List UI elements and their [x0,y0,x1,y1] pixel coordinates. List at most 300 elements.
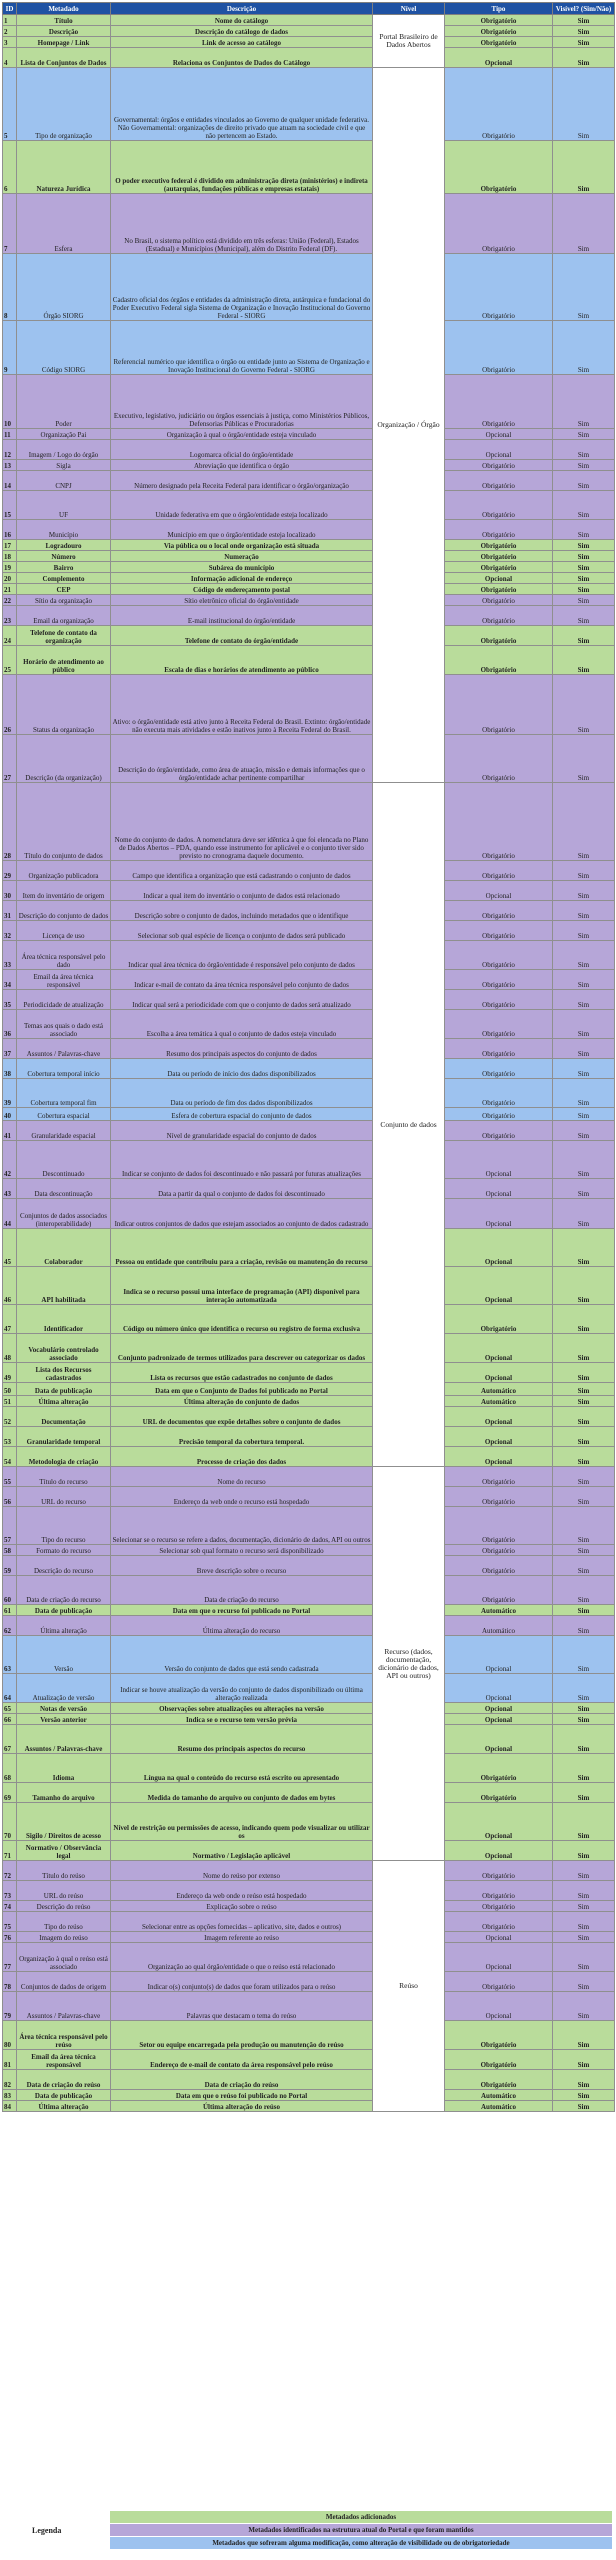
row-id: 44 [3,1199,17,1229]
table-body [3,15,615,2112]
row-id: 26 [3,675,17,735]
table-row [3,1334,615,1363]
row-id: 42 [3,1141,17,1179]
row-id: 35 [3,990,17,1010]
table-row [3,921,615,941]
row-id: 53 [3,1427,17,1447]
row-id: 4 [3,48,17,68]
row-id: 78 [3,1972,17,1992]
row-descricao: Lista os recursos que estão cadastrados no conjunto de dados [111,1363,373,1383]
table-row [3,1079,615,1108]
row-metadado: Esfera [17,194,111,254]
row-tipo: Obrigatório [445,990,553,1010]
row-descricao: Selecionar entre as opções fornecidas – aplicativo, site, dados e outros) [111,1912,373,1932]
row-visivel: Sim [553,1972,615,1992]
table-row [3,1556,615,1576]
row-tipo: Automático [445,2101,553,2112]
row-descricao: Logomarca oficial do órgão/entidade [111,440,373,460]
row-id: 11 [3,429,17,440]
row-descricao: No Brasil, o sistema político está dividido em três esferas: União (Federal), Estados (Estadual) e Municípios (Municipal), além do Distrito Federal (DF). [111,194,373,254]
row-visivel: Sim [553,1179,615,1199]
row-visivel: Sim [553,626,615,646]
row-descricao: Ativo: o órgão/entidade está ativo junto à Receita Federal do Brasil. Extinto: órgão/entidade não executa mais atividades e estão inativos junto à Receita Federal do Brasil. [111,675,373,735]
row-descricao: Código ou número único que identifica o recurso ou registro de forma exclusiva [111,1305,373,1334]
nivel-group: Reúso [373,1861,445,2112]
row-descricao: Nome do recurso [111,1467,373,1487]
row-metadado: Licença de uso [17,921,111,941]
row-id: 73 [3,1881,17,1901]
row-tipo: Obrigatório [445,254,553,321]
row-visivel: Sim [553,1427,615,1447]
table-row [3,1861,615,1881]
row-metadado: Título do recurso [17,1467,111,1487]
row-descricao: Executivo, legislativo, judiciário ou órgãos essenciais à justiça, como Ministérios Públicos, Defensorias Públicas e Procuradorias [111,375,373,429]
row-metadado: Organização publicadora [17,861,111,881]
row-visivel: Sim [553,1199,615,1229]
row-tipo: Obrigatório [445,1305,553,1334]
row-visivel: Sim [553,1407,615,1427]
row-visivel: Sim [553,1229,615,1267]
table-row [3,254,615,321]
table-row [3,1383,615,1396]
row-id: 64 [3,1674,17,1703]
row-id: 33 [3,941,17,970]
row-id: 49 [3,1363,17,1383]
row-metadado: CNPJ [17,471,111,491]
row-descricao: Observações sobre atualizações ou alterações na versão [111,1703,373,1714]
row-metadado: Normativo / Observância legal [17,1841,111,1861]
row-descricao: Nível de restrição ou permissões de acesso, indicando quem pode visualizar ou utilizar os [111,1803,373,1841]
row-tipo: Opcional [445,1674,553,1703]
row-metadado: Notas de versão [17,1703,111,1714]
row-tipo: Obrigatório [445,520,553,540]
row-visivel: Sim [553,1636,615,1674]
row-tipo: Obrigatório [445,1079,553,1108]
row-id: 71 [3,1841,17,1861]
table-row [3,68,615,141]
row-descricao: Selecionar sob qual espécie de licença o conjunto de dados será publicado [111,921,373,941]
row-metadado: Cobertura temporal início [17,1059,111,1079]
row-id: 14 [3,471,17,491]
row-tipo: Opcional [445,1992,553,2021]
row-metadado: Última alteração [17,2101,111,2112]
row-descricao: Data ou período de início dos dados disponibilizados [111,1059,373,1079]
row-descricao: Setor ou equipe encarregada pela produção ou manutenção do reúso [111,2021,373,2050]
row-metadado: Descrição (da organização) [17,735,111,783]
row-visivel: Sim [553,1059,615,1079]
row-tipo: Opcional [445,573,553,584]
table-row [3,1545,615,1556]
row-metadado: Última alteração [17,1396,111,1407]
nivel-group: Recurso (dados, documentação, dicionário de dados, API ou outros) [373,1467,445,1861]
row-metadado: Organização Pai [17,429,111,440]
row-visivel: Sim [553,1901,615,1912]
row-tipo: Automático [445,2090,553,2101]
row-visivel: Sim [553,1556,615,1576]
row-descricao: Sítio eletrônico oficial do órgão/entidade [111,595,373,606]
table-row [3,970,615,990]
row-visivel: Sim [553,584,615,595]
table-row [3,1108,615,1121]
row-tipo: Obrigatório [445,1783,553,1803]
row-visivel: Sim [553,1992,615,2021]
row-tipo: Obrigatório [445,471,553,491]
row-id: 31 [3,901,17,921]
row-tipo: Obrigatório [445,595,553,606]
table-row [3,37,615,48]
table-row [3,15,615,26]
row-tipo: Obrigatório [445,1507,553,1545]
table-row [3,1605,615,1616]
row-metadado: Município [17,520,111,540]
row-visivel: Sim [553,1447,615,1467]
row-descricao: Descrição do catálogo de dados [111,26,373,37]
table-row [3,1407,615,1427]
row-id: 46 [3,1267,17,1305]
row-id: 19 [3,562,17,573]
row-descricao: Última alteração do recurso [111,1616,373,1636]
row-metadado: Sigilo / Direitos de acesso [17,1803,111,1841]
row-visivel: Sim [553,2101,615,2112]
row-tipo: Opcional [445,429,553,440]
row-descricao: Campo que identifica a organização que está cadastrando o conjunto de dados [111,861,373,881]
row-tipo: Obrigatório [445,551,553,562]
row-descricao: Processo de criação dos dados [111,1447,373,1467]
row-metadado: UF [17,491,111,520]
row-tipo: Obrigatório [445,735,553,783]
row-metadado: Formato do recurso [17,1545,111,1556]
table-row [3,1267,615,1305]
row-visivel: Sim [553,1725,615,1754]
row-metadado: Título do reúso [17,1861,111,1881]
row-tipo: Opcional [445,1427,553,1447]
row-descricao: Link de acesso ao catálogo [111,37,373,48]
row-descricao: Indicar se conjunto de dados foi descontinuado e não passará por futuras atualizações [111,1141,373,1179]
table-row [3,783,615,861]
row-metadado: Documentação [17,1407,111,1427]
table-row [3,626,615,646]
table-row [3,1010,615,1039]
row-metadado: Status da organização [17,675,111,735]
row-metadado: Descontinuado [17,1141,111,1179]
row-id: 63 [3,1636,17,1674]
row-id: 45 [3,1229,17,1267]
row-tipo: Obrigatório [445,68,553,141]
table-row [3,321,615,375]
row-visivel: Sim [553,901,615,921]
row-id: 37 [3,1039,17,1059]
row-visivel: Sim [553,1267,615,1305]
row-metadado: Título do conjunto de dados [17,783,111,861]
table-row [3,1396,615,1407]
table-row [3,1447,615,1467]
table-row [3,990,615,1010]
table-row [3,141,615,194]
row-metadado: Homepage / Link [17,37,111,48]
row-visivel: Sim [553,440,615,460]
row-metadado: Lista de Conjuntos de Dados [17,48,111,68]
row-tipo: Opcional [445,1841,553,1861]
row-id: 16 [3,520,17,540]
row-metadado: Bairro [17,562,111,573]
row-tipo: Opcional [445,1703,553,1714]
table-row [3,48,615,68]
table-row [3,375,615,429]
row-descricao: Explicação sobre o reúso [111,1901,373,1912]
row-tipo: Opcional [445,1363,553,1383]
row-id: 6 [3,141,17,194]
row-descricao: Precisão temporal da cobertura temporal. [111,1427,373,1447]
row-metadado: Metodologia de criação [17,1447,111,1467]
row-tipo: Obrigatório [445,606,553,626]
row-tipo: Opcional [445,1229,553,1267]
row-metadado: Descrição do recurso [17,1556,111,1576]
row-metadado: Código SIORG [17,321,111,375]
table-row [3,675,615,735]
row-metadado: Natureza Jurídica [17,141,111,194]
row-tipo: Obrigatório [445,1121,553,1141]
row-visivel: Sim [553,1079,615,1108]
nivel-group: Conjunto de dados [373,783,445,1467]
row-descricao: Indicar a qual item do inventário o conjunto de dados está relacionado [111,881,373,901]
row-id: 7 [3,194,17,254]
table-row [3,573,615,584]
row-visivel: Sim [553,646,615,675]
row-id: 25 [3,646,17,675]
row-metadado: Tipo de organização [17,68,111,141]
row-id: 83 [3,2090,17,2101]
row-visivel: Sim [553,1141,615,1179]
row-tipo: Obrigatório [445,1881,553,1901]
row-tipo: Obrigatório [445,15,553,26]
row-descricao: E-mail institucional do órgão/entidade [111,606,373,626]
row-descricao: Medida do tamanho do arquivo ou conjunto de dados em bytes [111,1783,373,1803]
row-visivel: Sim [553,970,615,990]
row-descricao: Numeração [111,551,373,562]
row-id: 48 [3,1334,17,1363]
row-descricao: Nível de granularidade espacial do conjunto de dados [111,1121,373,1141]
row-metadado: Granularidade espacial [17,1121,111,1141]
row-tipo: Obrigatório [445,321,553,375]
table-row [3,26,615,37]
row-tipo: Obrigatório [445,941,553,970]
row-metadado: Cobertura temporal fim [17,1079,111,1108]
row-descricao: Nome do catálogo [111,15,373,26]
header-row [3,3,615,15]
row-visivel: Sim [553,1943,615,1972]
row-id: 18 [3,551,17,562]
row-metadado: Última alteração [17,1616,111,1636]
row-tipo: Obrigatório [445,2050,553,2070]
row-tipo: Opcional [445,1725,553,1754]
row-descricao: Cadastro oficial dos órgãos e entidades da administração direta, autárquica e fundacional do Poder Executivo Federal sigla Sistema de Organização e Inovação Institucional do Governo Federal - SIORG [111,254,373,321]
row-tipo: Automático [445,1616,553,1636]
row-tipo: Opcional [445,1267,553,1305]
row-id: 2 [3,26,17,37]
row-id: 72 [3,1861,17,1881]
row-id: 80 [3,2021,17,2050]
row-id: 75 [3,1912,17,1932]
table-row [3,1754,615,1783]
row-visivel: Sim [553,1703,615,1714]
row-tipo: Obrigatório [445,562,553,573]
table-row [3,551,615,562]
row-visivel: Sim [553,194,615,254]
row-descricao: Referencial numérico que identifica o órgão ou entidade junto ao Sistema de Organização e Inovação Institucional do Governo Federal - SIORG [111,321,373,375]
row-id: 84 [3,2101,17,2112]
row-visivel: Sim [553,1334,615,1363]
row-id: 82 [3,2070,17,2090]
table-row [3,2021,615,2050]
row-visivel: Sim [553,1932,615,1943]
row-metadado: Conjuntos de dados associados (interoperabilidade) [17,1199,111,1229]
row-tipo: Opcional [445,1199,553,1229]
row-metadado: Data de criação do recurso [17,1576,111,1605]
row-descricao: Conjunto padronizado de termos utilizados para descrever ou categorizar os dados [111,1334,373,1363]
row-descricao: Descrição sobre o conjunto de dados, incluindo metadados que o identifique [111,901,373,921]
row-descricao: Nome do reúso por extenso [111,1861,373,1881]
row-metadado: Vocabulário controlado associado [17,1334,111,1363]
row-metadado: CEP [17,584,111,595]
table-row [3,1901,615,1912]
row-metadado: URL do recurso [17,1487,111,1507]
row-descricao: Descrição do órgão/entidade, como área de atuação, missão e demais informações que o órgão/entidade achar pertinente compartilhar [111,735,373,783]
row-tipo: Obrigatório [445,675,553,735]
table-row [3,1059,615,1079]
table-row [3,861,615,881]
row-descricao: Indicar se houve atualização da versão do conjunto de dados disponibilizado ou última alteração realizada [111,1674,373,1703]
row-descricao: Indicar e-mail de contato da área técnica responsável pelo conjunto de dados [111,970,373,990]
legend-title: Legenda [32,2526,62,2535]
row-descricao: Resumo dos principais aspectos do recurso [111,1725,373,1754]
col-header-visivel: Visível? (Sim/Não) [553,3,615,15]
row-visivel: Sim [553,941,615,970]
table-row [3,1992,615,2021]
row-descricao: Selecionar sob qual formato o recurso será disponibilizado [111,1545,373,1556]
row-tipo: Obrigatório [445,1010,553,1039]
row-id: 29 [3,861,17,881]
row-id: 68 [3,1754,17,1783]
col-header-id: ID [3,3,17,15]
row-metadado: Descrição do reúso [17,1901,111,1912]
row-metadado: Sigla [17,460,111,471]
row-id: 15 [3,491,17,520]
row-descricao: Normativo / Legislação aplicável [111,1841,373,1861]
row-visivel: Sim [553,1616,615,1636]
row-id: 55 [3,1467,17,1487]
row-descricao: Indicar qual área técnica do órgão/entidade é responsável pelo conjunto de dados [111,941,373,970]
row-metadado: Telefone de contato da organização [17,626,111,646]
table-row [3,646,615,675]
row-visivel: Sim [553,595,615,606]
row-descricao: Indica se o recurso possui uma interface de programação (API) disponível para interação automatizada [111,1267,373,1305]
col-header-metadado: Metadado [17,3,111,15]
row-tipo: Obrigatório [445,1972,553,1992]
table-row [3,440,615,460]
row-descricao: Data a partir da qual o conjunto de dados foi descontinuado [111,1179,373,1199]
row-descricao: Organização ao qual órgão/entidade o que o reúso está relacionado [111,1943,373,1972]
row-tipo: Obrigatório [445,375,553,429]
row-metadado: Item do inventário de origem [17,881,111,901]
table-row [3,1199,615,1229]
row-visivel: Sim [553,1039,615,1059]
row-visivel: Sim [553,861,615,881]
row-visivel: Sim [553,429,615,440]
row-id: 13 [3,460,17,471]
row-descricao: Pessoa ou entidade que contribuiu para a criação, revisão ou manutenção do recurso [111,1229,373,1267]
table-row [3,735,615,783]
row-metadado: Sítio da organização [17,595,111,606]
table-row [3,2090,615,2101]
table-row [3,1179,615,1199]
row-tipo: Obrigatório [445,1545,553,1556]
row-descricao: Esfera de cobertura espacial do conjunto de dados [111,1108,373,1121]
row-visivel: Sim [553,460,615,471]
row-metadado: Data de publicação [17,1383,111,1396]
row-tipo: Obrigatório [445,1754,553,1783]
row-metadado: Complemento [17,573,111,584]
row-metadado: Email da organização [17,606,111,626]
row-id: 62 [3,1616,17,1636]
table-row [3,471,615,491]
row-visivel: Sim [553,2090,615,2101]
row-id: 30 [3,881,17,901]
row-metadado: Poder [17,375,111,429]
row-id: 66 [3,1714,17,1725]
table-row [3,1932,615,1943]
row-visivel: Sim [553,551,615,562]
table-row [3,1674,615,1703]
row-descricao: Organização à qual o órgão/entidade esteja vinculado [111,429,373,440]
row-id: 67 [3,1725,17,1754]
table-row [3,606,615,626]
row-tipo: Obrigatório [445,1901,553,1912]
row-metadado: Área técnica responsável pelo reúso [17,2021,111,2050]
row-id: 10 [3,375,17,429]
table-row [3,1427,615,1447]
row-visivel: Sim [553,26,615,37]
row-tipo: Obrigatório [445,626,553,646]
row-visivel: Sim [553,1121,615,1141]
row-id: 9 [3,321,17,375]
table-row [3,1972,615,1992]
row-tipo: Obrigatório [445,921,553,941]
row-descricao: Município em que o órgão/entidade esteja localizado [111,520,373,540]
row-visivel: Sim [553,1754,615,1783]
table-row [3,460,615,471]
row-descricao: Data em que o Conjunto de Dados foi publicado no Portal [111,1383,373,1396]
row-visivel: Sim [553,141,615,194]
row-metadado: Horário de atendimento ao público [17,646,111,675]
table-row [3,194,615,254]
row-id: 41 [3,1121,17,1141]
row-id: 56 [3,1487,17,1507]
row-descricao: Unidade federativa em que o órgão/entidade esteja localizado [111,491,373,520]
row-tipo: Obrigatório [445,2021,553,2050]
row-visivel: Sim [553,573,615,584]
row-descricao: Breve descrição sobre o recurso [111,1556,373,1576]
row-descricao: URL de documentos que expõe detalhes sobre o conjunto de dados [111,1407,373,1427]
table-row [3,1881,615,1901]
row-descricao: Última alteração do conjunto de dados [111,1396,373,1407]
row-id: 24 [3,626,17,646]
row-descricao: Data de criação do recurso [111,1576,373,1605]
row-id: 1 [3,15,17,26]
row-metadado: Assuntos / Palavras-chave [17,1725,111,1754]
table-row [3,901,615,921]
table-row [3,540,615,551]
row-id: 28 [3,783,17,861]
